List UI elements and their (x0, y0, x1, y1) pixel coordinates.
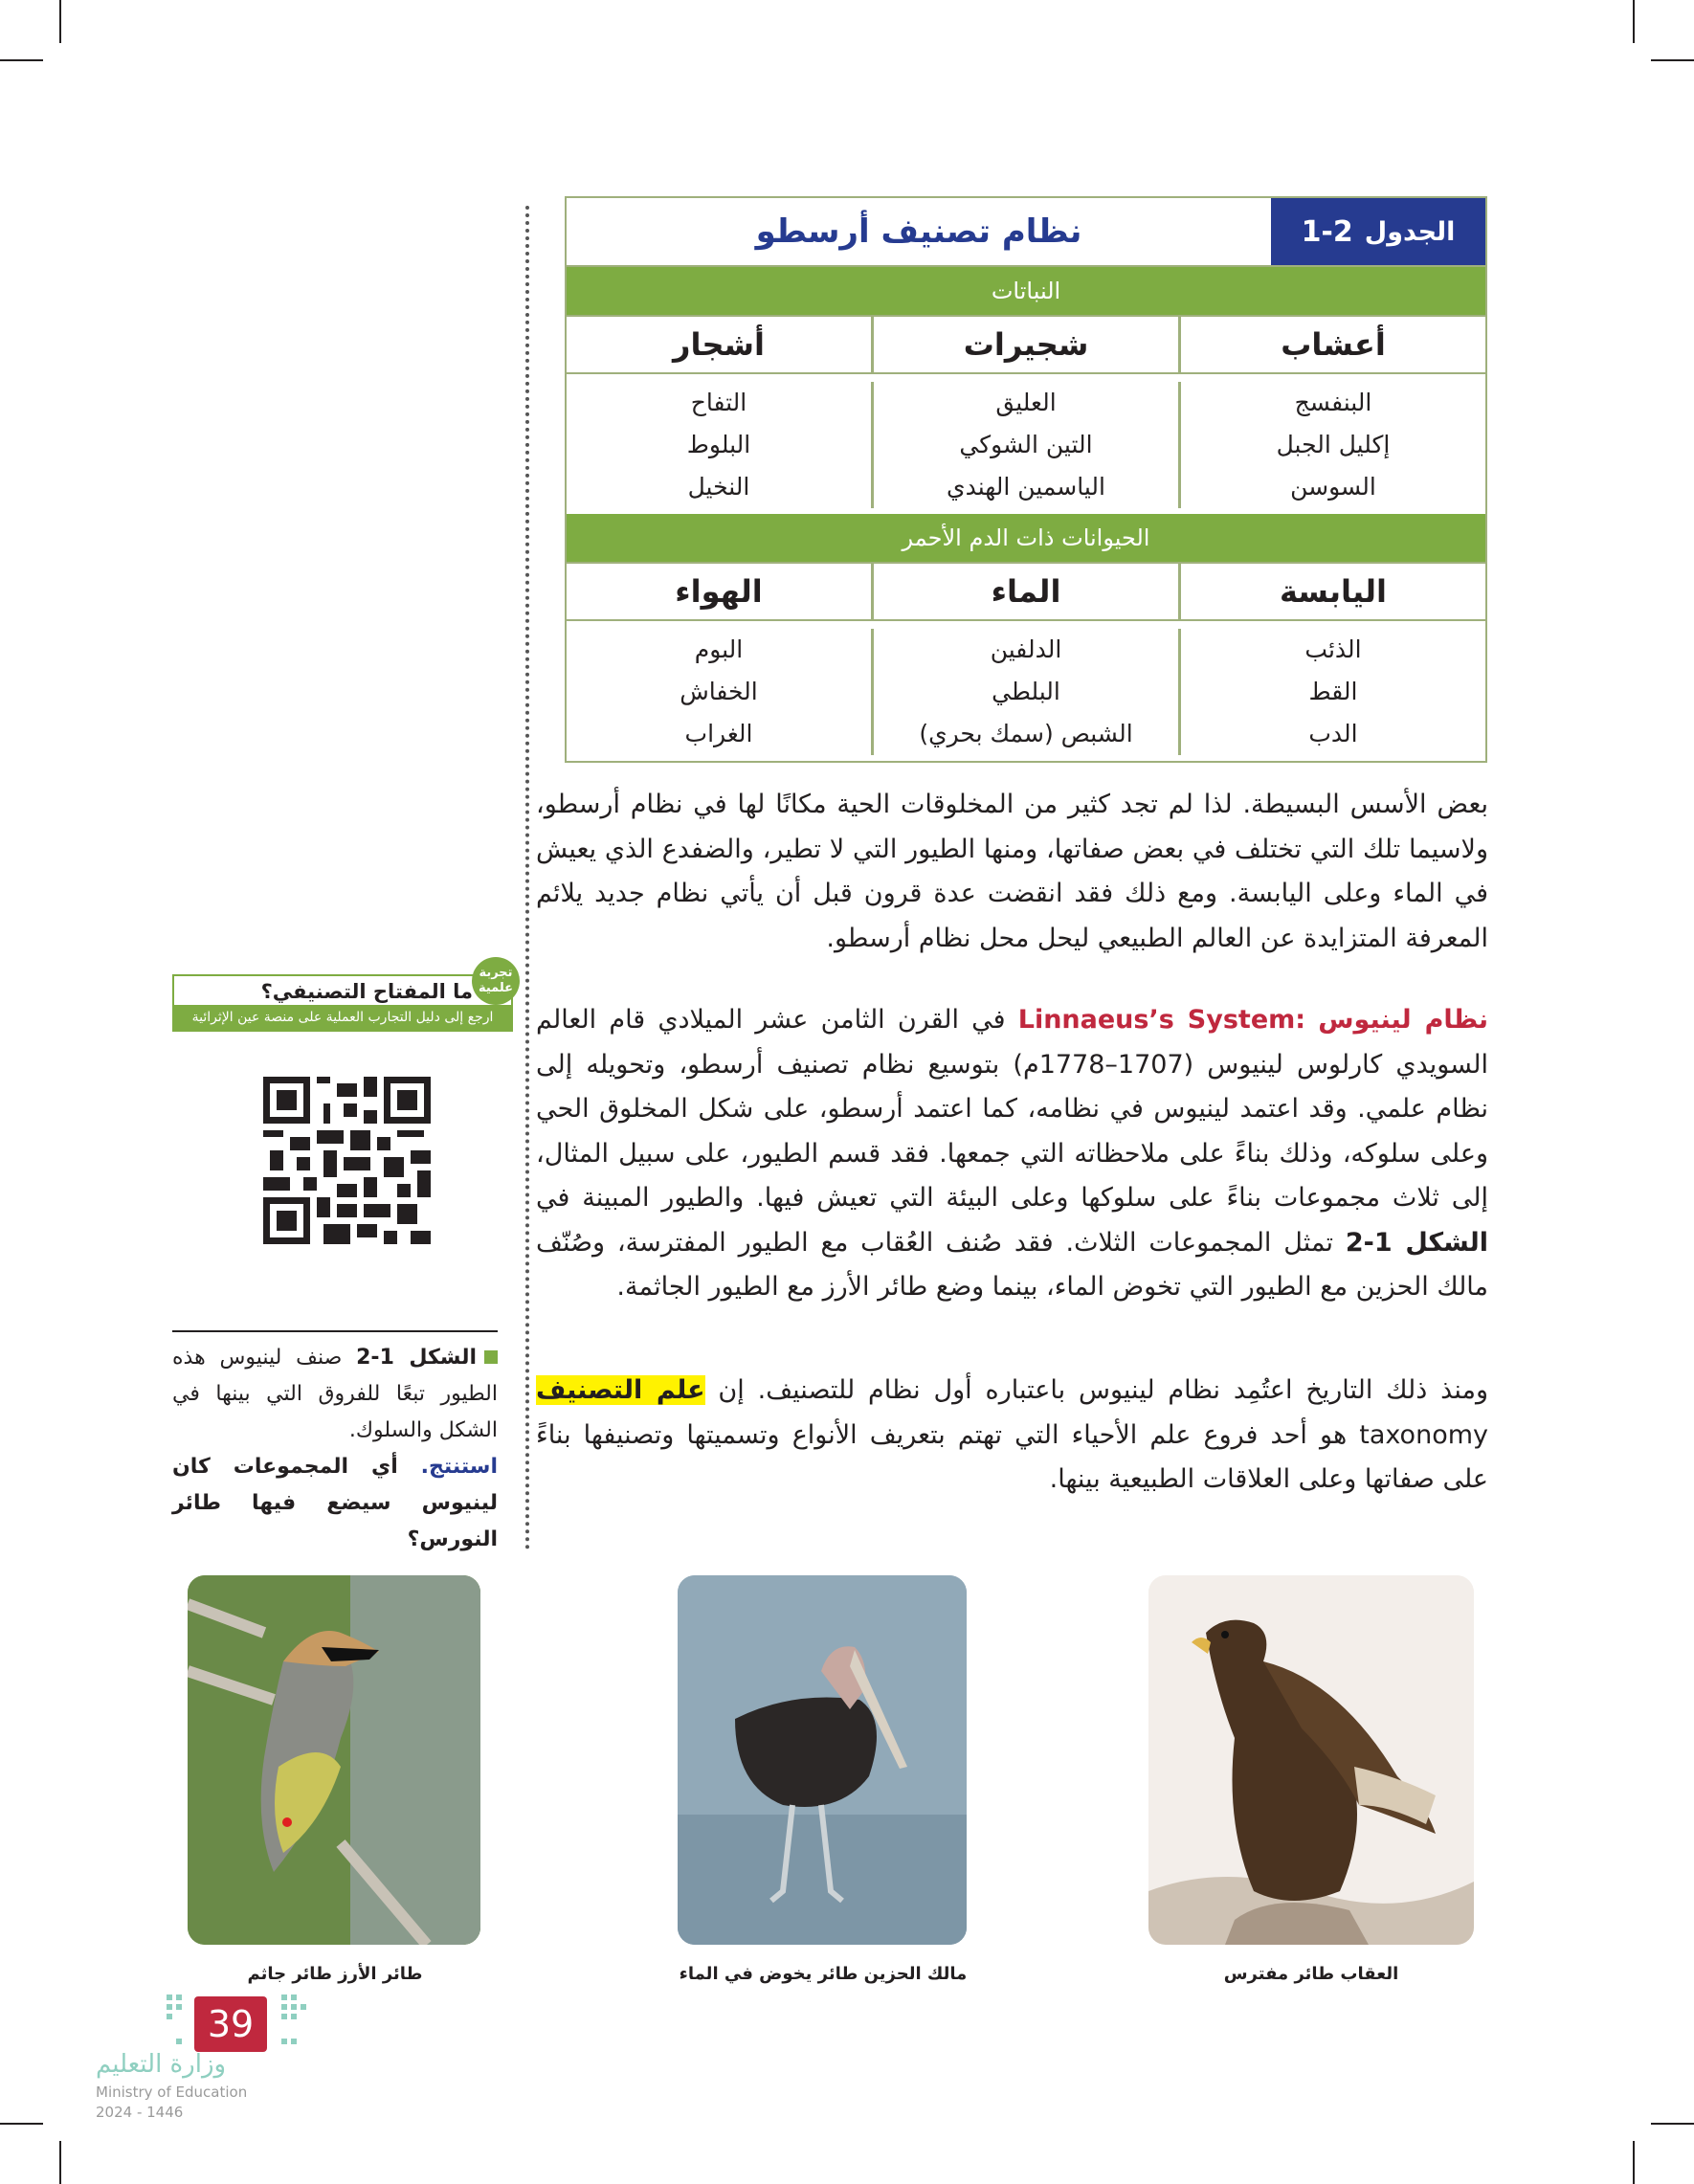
table-cell: السوسن (1290, 473, 1376, 501)
table-cell: الخفاش (680, 678, 758, 705)
eagle-icon (1148, 1575, 1474, 1945)
stork-caption: مالك الحزين طائر يخوض في الماء (679, 1964, 968, 1984)
crop-mark (1633, 0, 1635, 43)
table-cell: إكليل الجبل (1276, 431, 1391, 458)
eagle-photo (1148, 1575, 1474, 1945)
crop-mark (59, 0, 61, 43)
ministry-logo-text: وزارة التعليم (96, 2050, 227, 2079)
paragraph-taxonomy (536, 1369, 1488, 1503)
paragraph-text: تمثل المجموعات الثلاث. فقد صُنف العُقاب مع الطيور المفترسة، وصُنّف مالك الحزين مع الطيور التي تخوض الماء، بينما وضع طائر الأرز مع الطيور الجاثمة. (536, 1227, 1488, 1302)
table-label-number: 1-2 (1301, 214, 1353, 249)
edition-year: 2024 - 1446 (96, 2104, 184, 2121)
caption-figure-label: الشكل 1-2 (356, 1346, 477, 1370)
table-cell: البوم (694, 635, 744, 663)
caption-divider (172, 1330, 498, 1332)
term-linnaeus-ar: نظام لينيوس (1318, 1005, 1489, 1035)
table-cell: البلطي (992, 678, 1060, 705)
lab-badge: تجربة علمية (472, 957, 520, 1005)
animals-col (1181, 629, 1485, 755)
waxwing-icon (188, 1575, 480, 1945)
table-cell: الدب (1308, 720, 1358, 747)
table-title: نظام تصنيف أرسطو (755, 212, 1082, 251)
plants-body (567, 374, 1485, 514)
crop-mark (1651, 59, 1694, 61)
table-cell: البنفسج (1294, 389, 1372, 416)
bullet-icon (484, 1350, 498, 1364)
table-cell: التفاح (690, 389, 747, 416)
animals-body (567, 621, 1485, 761)
animals-header: الهواء (567, 564, 874, 619)
animals-header: الماء (874, 564, 1181, 619)
crop-mark (59, 2141, 61, 2184)
table-cell: الذئب (1304, 635, 1362, 663)
table-cell: التين الشوكي (959, 431, 1093, 458)
plants-header-row (567, 315, 1485, 374)
page-number: 39 (194, 1996, 267, 2052)
crop-mark (1651, 2123, 1694, 2125)
plants-header: شجيرات (874, 317, 1181, 372)
qr-code[interactable] (263, 1077, 431, 1244)
table-cell: البلوط (686, 431, 751, 458)
table-cell: الياسمين الهندي (947, 473, 1105, 501)
waxwing-photo (188, 1575, 480, 1945)
table-cell: الدلفين (990, 635, 1062, 663)
table-cell: العليق (995, 389, 1057, 416)
crop-mark (1633, 2141, 1635, 2184)
table-cell: الشبص (سمك بحري) (919, 720, 1133, 747)
paragraph-aristotle: بعض الأسس البسيطة. لذا لم تجد كثير من المخلوقات الحية مكانًا لها في نظام أرسطو، ولاسيما تلك التي تختلف في بعض صفاتها، ومنها الطيور التي لا تطير، والضفدع الذي يعيش في الماء وعلى اليابسة. ومع ذلك فقد انقضت عدة قرون قبل أن يأتي نظام جديد يلائم المعرفة المتزايدة عن العالم الطبيعي ليحل محل نظام أرسطو. (536, 790, 1488, 953)
lab-question: ما المفتاح التصنيفي؟ (260, 980, 473, 1003)
animals-header-row (567, 562, 1485, 621)
plants-band: النباتات (567, 267, 1485, 315)
table-label-prefix: الجدول (1364, 216, 1456, 247)
paragraph-text: هو أحد فروع علم الأحياء التي تهتم بتعريف الأنواع وتسميتها وتصنيفها بناءً على صفاتها وعلى العلاقات الطبيعية بينها. (536, 1419, 1488, 1494)
table-cell: الغراب (684, 720, 753, 747)
figure-caption (172, 1340, 498, 1558)
stork-icon (678, 1575, 967, 1945)
stork-photo (678, 1575, 967, 1945)
classification-table (565, 196, 1487, 763)
caption-text: صنف لينيوس هذه الطيور تبعًا للفروق التي بينها في الشكل والسلوك. (172, 1346, 498, 1442)
paragraph-linnaeus (536, 998, 1488, 1310)
waxwing-caption: طائر الأرز طائر جاثم (247, 1964, 423, 1984)
term-taxonomy-en: taxonomy (1359, 1419, 1488, 1450)
figure-reference: الشكل 1-2 (1345, 1227, 1488, 1258)
animals-header: اليابسة (1279, 573, 1388, 610)
plants-col (874, 382, 1181, 508)
animals-col (874, 629, 1181, 755)
plants-col (567, 382, 874, 508)
animals-col (567, 629, 874, 755)
lab-box[interactable] (172, 974, 513, 1032)
ministry-name-en: Ministry of Education (96, 2084, 248, 2101)
plants-header: أعشاب (1281, 326, 1386, 363)
caption-infer-label: استنتج. (420, 1455, 498, 1479)
lab-note: ارجع إلى دليل التجارب العملية على منصة عين الإثرائية (174, 1005, 511, 1030)
eagle-caption: العقاب طائر مفترس (1223, 1964, 1399, 1984)
crop-mark (0, 59, 43, 61)
table-cell: القط (1308, 678, 1358, 705)
caption-infer-text: أي المجموعات كان لينيوس سيضع فيها طائر النورس؟ (172, 1455, 498, 1551)
animals-band: الحيوانات ذات الدم الأحمر (567, 514, 1485, 562)
paragraph-text: ومنذ ذلك التاريخ اعتُمِد نظام لينيوس باعتباره أول نظام للتصنيف. إن (704, 1375, 1488, 1405)
plants-header: أشجار (567, 317, 874, 372)
table-header (567, 198, 1485, 267)
term-linnaeus-en: Linnaeus’s System: (1017, 1005, 1306, 1035)
table-cell: النخيل (687, 473, 750, 501)
table-label (1271, 198, 1485, 265)
column-divider (525, 206, 529, 1550)
paragraph-text: في القرن الثامن عشر الميلادي قام العالم السويدي كارلوس لينيوس (1707–1778م) بتوسيع نظام تصنيف أرسطو، وتحويله إلى نظام علمي. وقد اعتمد لينيوس في نظامه، كما اعتمد أرسطو، على شكل المخلوق الحي وعلى سلوكه، وذلك بناءً على ملاحظاته التي جمعها. فقد قسم الطيور، على سبيل المثال، إلى ثلاث مجموعات بناءً على سلوكها وعلى البيئة التي تعيش فيها. والطيور المبينة في (536, 1005, 1488, 1213)
crop-mark (0, 2123, 43, 2125)
term-taxonomy-ar: علم التصنيف (536, 1375, 705, 1405)
plants-col (1181, 382, 1485, 508)
